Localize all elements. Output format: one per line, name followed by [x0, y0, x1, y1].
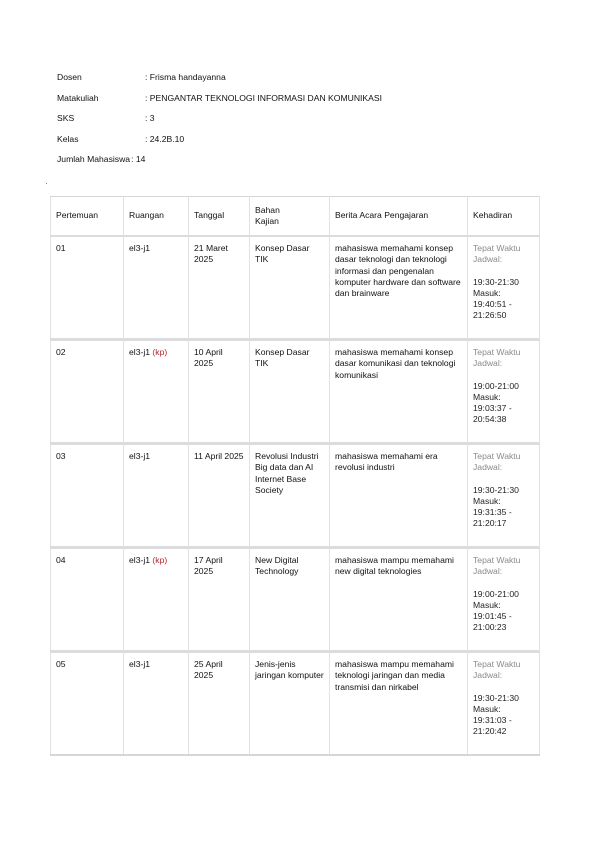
- cell-bahan-kajian: Jenis-jenis jaringan komputer: [250, 652, 330, 756]
- attendance-jadwal-label: Jadwal:: [473, 566, 503, 577]
- cell-berita-acara: mahasiswa mampu memahami new digital teknologies: [330, 548, 468, 652]
- cell-kehadiran: [468, 444, 540, 548]
- table-row: [51, 548, 540, 652]
- room-code: el3-j1: [129, 451, 151, 461]
- attendance-jadwal-label: Jadwal:: [473, 358, 503, 369]
- cell-bahan-kajian: Konsep Dasar TIK: [250, 236, 330, 340]
- table-header-row: [51, 197, 540, 237]
- attendance-checkin-range: 19:01:45 - 21:00:23: [473, 611, 512, 633]
- cell-tanggal: 17 April 2025: [189, 548, 250, 652]
- info-row-matakuliah: [57, 93, 382, 114]
- header-pertemuan: Pertemuan: [51, 197, 124, 237]
- info-label: Matakuliah: [57, 92, 99, 103]
- attendance-masuk-label: Masuk:: [473, 599, 501, 610]
- attendance-checkin-range: 19:03:37 - 20:54:38: [473, 403, 512, 425]
- cell-bahan-kajian: Revolusi Industri Big data dan AI Internet Base Society: [250, 444, 330, 548]
- room-code: el3-j1: [129, 243, 151, 253]
- info-value: : PENGANTAR TEKNOLOGI INFORMASI DAN KOMUNIKASI: [145, 92, 382, 103]
- cell-kehadiran: [468, 236, 540, 340]
- info-row-jumlah-mahasiswa: [57, 154, 382, 175]
- cell-kehadiran: [468, 548, 540, 652]
- attendance-masuk-label: Masuk:: [473, 391, 501, 402]
- cell-pertemuan: 05: [51, 652, 124, 756]
- cell-pertemuan: 01: [51, 236, 124, 340]
- info-value: : Frisma handayanna: [145, 72, 226, 82]
- header-ruangan: Ruangan: [124, 197, 189, 237]
- info-row-dosen: [57, 72, 382, 93]
- table-row: [51, 236, 540, 340]
- cell-tanggal: 11 April 2025: [189, 444, 250, 548]
- info-label: Kelas: [57, 133, 79, 144]
- header-bahan-kajian: Bahan Kajian: [250, 197, 330, 237]
- attendance-schedule-time: 19:30-21:30: [473, 484, 519, 495]
- attendance-status: Tepat Waktu: [473, 555, 521, 565]
- cell-kehadiran: [468, 340, 540, 444]
- attendance-schedule-time: 19:00-21:00: [473, 380, 519, 391]
- info-label: Jumlah Mahasiswa: [57, 154, 131, 164]
- info-label: SKS: [57, 113, 75, 123]
- info-value: : 14: [131, 154, 146, 164]
- header-berita-acara: Berita Acara Pengajaran: [330, 197, 468, 237]
- attendance-checkin-range: 19:31:35 - 21:20:17: [473, 507, 512, 529]
- divider-mark: [46, 183, 47, 184]
- attendance-checkin-range: 19:31:03 - 21:20:42: [473, 715, 512, 737]
- cell-pertemuan: 03: [51, 444, 124, 548]
- cell-ruangan: [124, 444, 189, 548]
- info-value: : 24.2B.10: [145, 133, 185, 144]
- cell-tanggal: 10 April 2025: [189, 340, 250, 444]
- attendance-checkin-range: 19:40:51 - 21:26:50: [473, 299, 512, 321]
- attendance-jadwal-label: Jadwal:: [473, 462, 503, 473]
- attendance-jadwal-label: Jadwal:: [473, 670, 503, 681]
- info-row-sks: [57, 113, 382, 134]
- header-tanggal: Tanggal: [189, 197, 250, 237]
- cell-berita-acara: mahasiswa memahami konsep dasar teknologi dan teknologi informasi dan pengenalan komputer hardware dan software dan brainware: [330, 236, 468, 340]
- cell-berita-acara: mahasiswa memahami konsep dasar komunikasi dan teknologi komunikasi: [330, 340, 468, 444]
- cell-pertemuan: 02: [51, 340, 124, 444]
- cell-ruangan: [124, 652, 189, 756]
- attendance-status: Tepat Waktu: [473, 659, 521, 669]
- header-kehadiran: Kehadiran: [468, 197, 540, 237]
- cell-berita-acara: mahasiswa memahami era revolusi industri: [330, 444, 468, 548]
- info-value: : 3: [145, 113, 155, 123]
- room-code: el3-j1: [129, 347, 151, 357]
- room-code: el3-j1: [129, 555, 151, 565]
- attendance-masuk-label: Masuk:: [473, 495, 501, 506]
- kp-tag: (kp): [152, 347, 168, 357]
- cell-kehadiran: [468, 652, 540, 756]
- table-row: [51, 652, 540, 756]
- cell-ruangan: [124, 548, 189, 652]
- cell-berita-acara: mahasiswa mampu memahami teknologi jaringan dan media transmisi dan nirkabel: [330, 652, 468, 756]
- cell-pertemuan: 04: [51, 548, 124, 652]
- cell-tanggal: 25 April 2025: [189, 652, 250, 756]
- attendance-schedule-time: 19:30-21:30: [473, 692, 519, 703]
- attendance-status: Tepat Waktu: [473, 347, 521, 357]
- attendance-masuk-label: Masuk:: [473, 287, 501, 298]
- attendance-status: Tepat Waktu: [473, 243, 521, 253]
- attendance-status: Tepat Waktu: [473, 451, 521, 461]
- cell-bahan-kajian: New Digital Technology: [250, 548, 330, 652]
- kp-tag: (kp): [152, 555, 168, 565]
- course-info: [57, 72, 382, 175]
- attendance-schedule-time: 19:00-21:00: [473, 588, 519, 599]
- info-row-kelas: [57, 134, 382, 155]
- attendance-masuk-label: Masuk:: [473, 703, 501, 714]
- cell-ruangan: [124, 340, 189, 444]
- cell-ruangan: [124, 236, 189, 340]
- table-row: [51, 340, 540, 444]
- room-code: el3-j1: [129, 659, 151, 669]
- attendance-table: [50, 196, 540, 756]
- cell-bahan-kajian: Konsep Dasar TIK: [250, 340, 330, 444]
- info-label: Dosen: [57, 72, 82, 82]
- attendance-jadwal-label: Jadwal:: [473, 254, 503, 265]
- table-row: [51, 444, 540, 548]
- attendance-schedule-time: 19:30-21:30: [473, 276, 519, 287]
- cell-tanggal: 21 Maret 2025: [189, 236, 250, 340]
